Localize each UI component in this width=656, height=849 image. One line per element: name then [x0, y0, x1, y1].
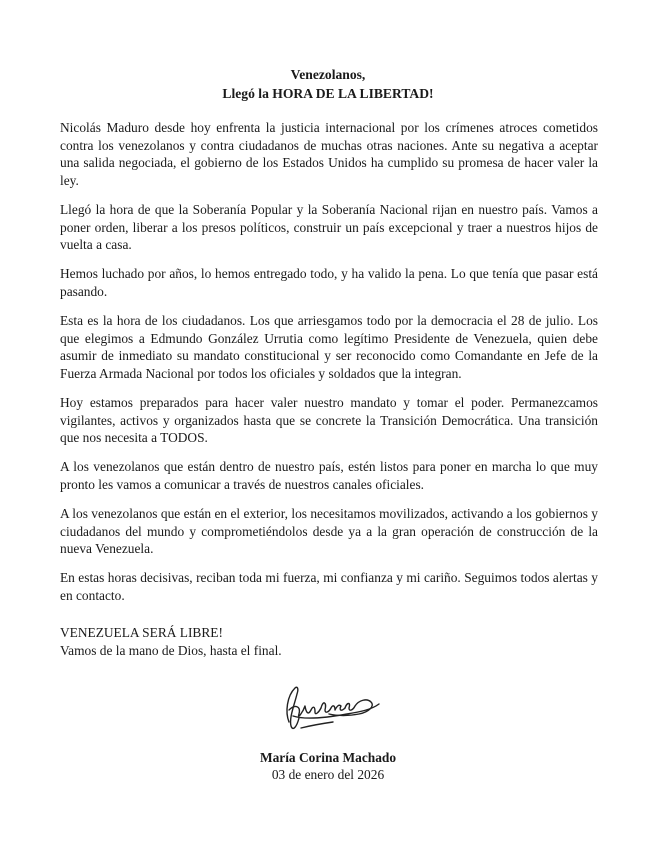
paragraph: A los venezolanos que están dentro de nuestro país, estén listos para poner en marcha lo que muy pronto les vamos a comunicar a través de nuestros canales oficiales.: [60, 459, 598, 492]
paragraph: Hoy estamos preparados para hacer valer nuestro mandato y tomar el poder. Permanezcamos vigilantes, activos y organizados hasta que se concrete la Transición Democrática. Una transición que nos necesita a TODOS.: [60, 395, 598, 446]
paragraph: A los venezolanos que están en el exterior, los necesitamos movilizados, activando a los gobiernos y ciudadanos del mundo y comprometiéndolos desde ya a la gran operación de construcción de la nueva Venezuela.: [60, 506, 598, 557]
signer-name: María Corina Machado: [259, 750, 397, 765]
signature-icon: [275, 676, 385, 738]
heading-greeting: Venezolanos,: [290, 67, 366, 82]
paragraph: Nicolás Maduro desde hoy enfrenta la justicia internacional por los crímenes atroces cometidos contra los venezolanos y contra ciudadanos de muchas otras naciones. Ante su negativa a aceptar una salida negociada, el gobierno de los Estados Unidos ha cumplido su promesa de hacer valer la ley.: [60, 120, 598, 188]
paragraph: Esta es la hora de los ciudadanos. Los que arriesgamos todo por la democracia el 28 de julio. Los que elegimos a Edmundo González Urrutia como legítimo Presidente de Venezuela, quien debe asumir de inmediato su mandato constitucional y ser reconocido como Comandante en Jefe de la Fuerza Armada Nacional por todos los oficiales y soldados que la integran.: [60, 313, 598, 381]
paragraph: En estas horas decisivas, reciban toda mi fuerza, mi confianza y mi cariño. Seguimos todos alertas y en contacto.: [60, 570, 598, 603]
closing-slogan: VENEZUELA SERÁ LIBRE!: [60, 625, 223, 640]
letter-date: 03 de enero del 2026: [271, 767, 385, 782]
paragraph: Llegó la hora de que la Soberanía Popular y la Soberanía Nacional rijan en nuestro país. Vamos a poner orden, liberar a los presos políticos, construir un país excepcional y traer a nuestros hijos de vuelta a casa.: [60, 202, 598, 253]
heading-title: Llegó la HORA DE LA LIBERTAD!: [222, 86, 434, 101]
closing-farewell: Vamos de la mano de Dios, hasta el final.: [60, 643, 282, 658]
paragraph: Hemos luchado por años, lo hemos entregado todo, y ha valido la pena. Lo que tenía que pasar está pasando.: [60, 266, 598, 299]
